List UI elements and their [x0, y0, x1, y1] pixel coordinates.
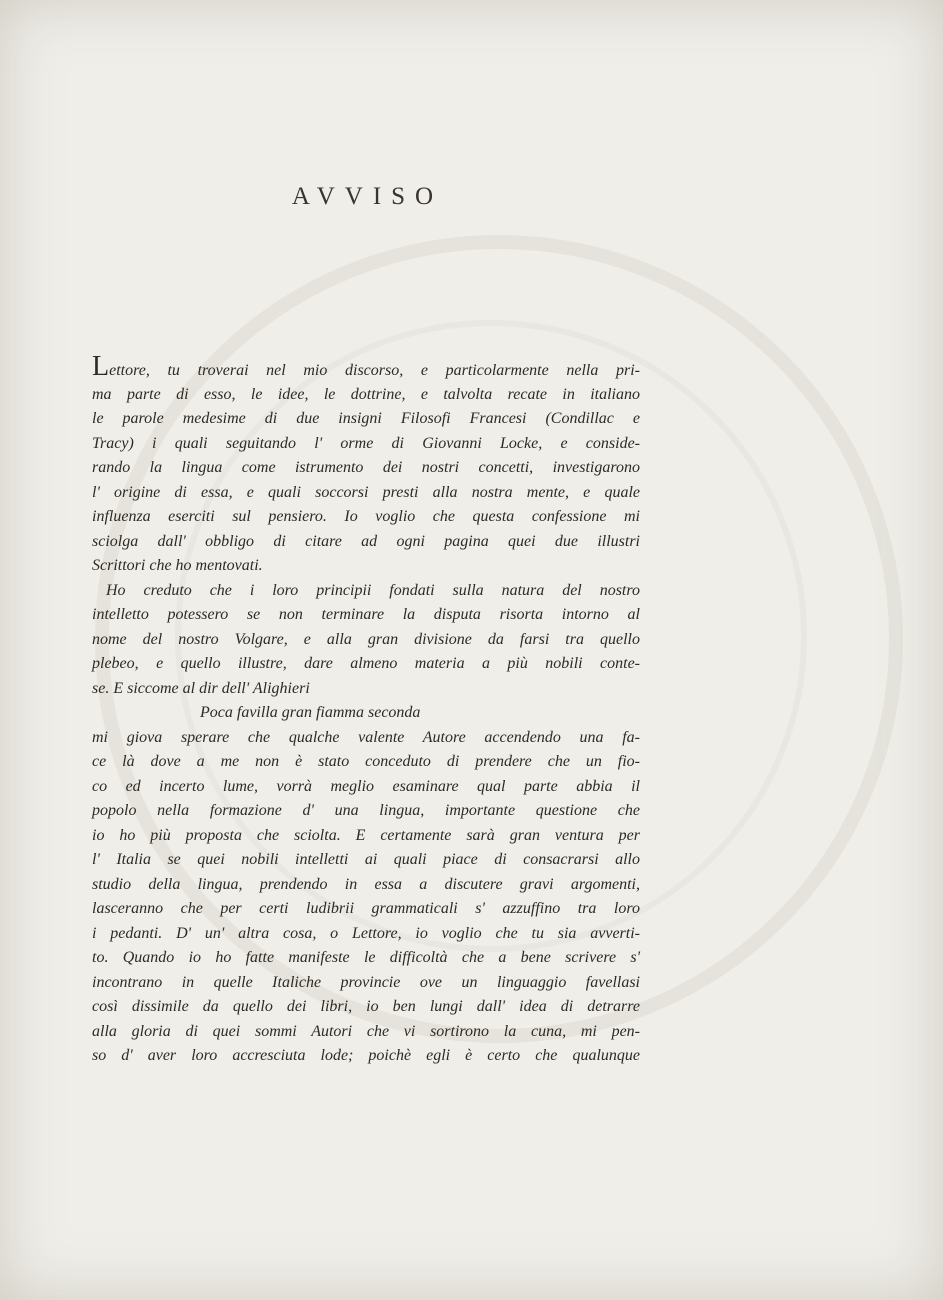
drop-cap: L	[92, 351, 110, 382]
body-text	[92, 351, 640, 1069]
text-line: popolo nella formazione d' una lingua, importante questione che	[92, 802, 640, 819]
text-line: sciolga dall' obbligo di citare ad ogni pagina quei due illustri	[92, 532, 640, 550]
text-line: così dissimile da quello dei libri, io ben lungi dall' idea di detrarre	[92, 998, 640, 1015]
text-line: studio della lingua, prendendo in essa a discutere gravi argomenti,	[92, 875, 640, 893]
text-line: Tracy) i quali seguitando l' orme di Giovanni Locke, e conside-	[92, 434, 640, 452]
text-line: l' Italia se quei nobili intelletti ai quali piace di consacrarsi allo	[92, 851, 640, 868]
text-line: l' origine di essa, e quali soccorsi presti alla nostra mente, e quale	[92, 483, 640, 501]
page-title: AVVISO	[291, 183, 444, 210]
text-line: nome del nostro Volgare, e alla gran divisione da farsi tra quello	[92, 630, 640, 648]
text-line: co ed incerto lume, vorrà meglio esaminare qual parte abbia il	[92, 777, 640, 795]
text-line: Scrittori che ho mentovati.	[92, 557, 263, 574]
text-line: se. E siccome al dir dell' Alighieri	[92, 679, 310, 697]
text-line: plebeo, e quello illustre, dare almeno materia a più nobili conte-	[92, 655, 640, 672]
verse-quote: Poca favilla gran fiamma seconda	[200, 704, 421, 721]
text-line: Ho creduto che i loro principii fondati sulla natura del nostro	[106, 581, 640, 599]
text-line: so d' aver loro accresciuta lode; poichè egli è certo che qualunque	[92, 1047, 640, 1064]
text-line: intelletto potessero se non terminare la disputa risorta intorno al	[92, 606, 640, 623]
text-line: mi giova sperare che qualche valente Autore accendendo una fa-	[92, 728, 640, 746]
text-line: ma parte di esso, le idee, le dottrine, e talvolta recate in italiano	[92, 385, 640, 403]
text-line: rando la lingua come istrumento dei nostri concetti, investigarono	[92, 459, 640, 476]
text-line: alla gloria di quei sommi Autori che vi sortirono la cuna, mi pen-	[92, 1022, 640, 1040]
text-line: influenza eserciti sul pensiero. Io voglio che questa confessione mi	[92, 508, 640, 525]
text-line: Lettore, tu troverai nel mio discorso, e particolarmente nella pri-	[92, 351, 640, 382]
text-line: lasceranno che per certi ludibrii grammaticali s' azzuffino tra loro	[92, 900, 640, 917]
text-line: io ho più proposta che sciolta. E certamente sarà gran ventura per	[92, 826, 640, 844]
text-line: to. Quando io ho fatte manifeste le difficoltà che a bene scrivere s'	[92, 949, 640, 966]
text-line: incontrano in quelle Italiche provincie ove un linguaggio favellasi	[92, 973, 640, 991]
text-line: le parole medesime di due insigni Filosofi Francesi (Condillac e	[92, 410, 640, 427]
text-line: ce là dove a me non è stato conceduto di prendere che un fio-	[92, 753, 640, 770]
text-line: i pedanti. D' un' altra cosa, o Lettore, io voglio che tu sia avverti-	[92, 924, 640, 942]
